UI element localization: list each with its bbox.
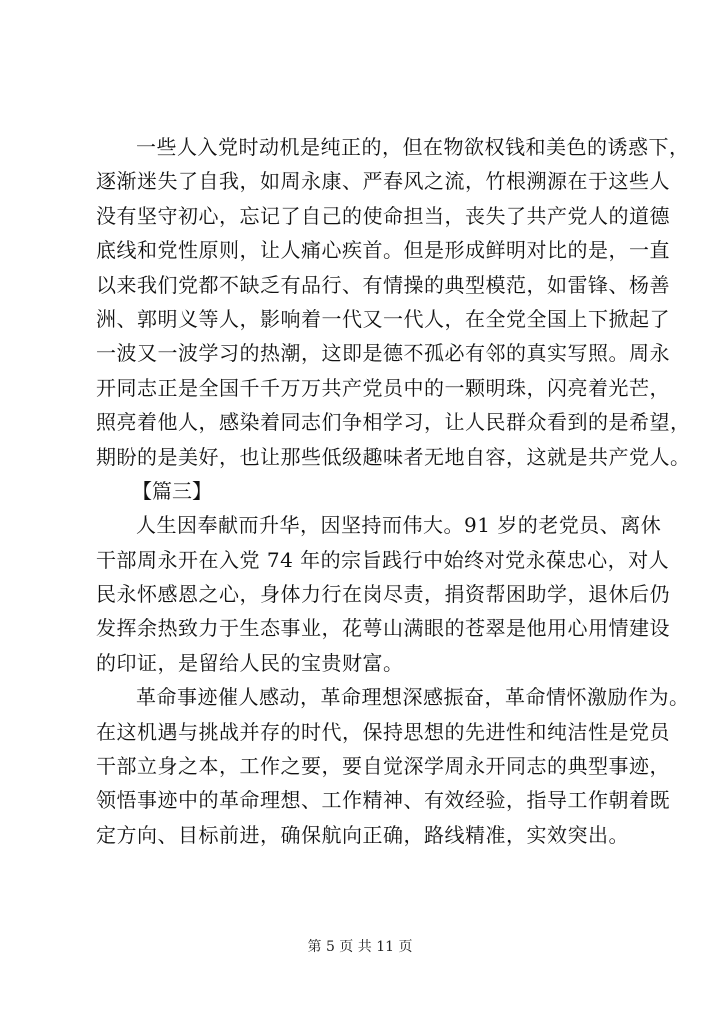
paragraph-line: 领悟事迹中的革命理想、工作精神、有效经验，指导工作朝着既 — [96, 788, 670, 813]
paragraph-2 — [96, 508, 670, 680]
paragraph-line: 一些人入党时动机是纯正的，但在物欲权钱和美色的诱惑下， — [136, 135, 690, 159]
paragraph-line: 底线和党性原则，让人痛心疾首。但是形成鲜明对比的是，一直 — [96, 238, 670, 263]
paragraph-line: 民永怀感恩之心，身体力行在岗尽责，捐资帮困助学，退休后仍 — [96, 582, 670, 607]
paragraph-line: 没有坚守初心，忘记了自己的使命担当，丧失了共产党人的道德 — [96, 203, 670, 228]
paragraph-line: 洲、郭明义等人，影响着一代又一代人，在全党全国上下掀起了 — [96, 306, 670, 331]
paragraph-line: 干部立身之本，工作之要，要自觉深学周永开同志的典型事迹， — [96, 754, 670, 779]
paragraph-line: 的印证，是留给人民的宝贵财富。 — [96, 650, 404, 675]
paragraph-line: 发挥余热致力于生态事业，花萼山满眼的苍翠是他用心用情建设 — [96, 616, 670, 641]
paragraph-line: 开同志正是全国千千万万共产党员中的一颗明珠，闪亮着光芒， — [96, 375, 670, 400]
paragraph-line: 一波又一波学习的热潮，这即是德不孤必有邻的真实写照。周永 — [96, 341, 670, 366]
paragraph-1 — [96, 130, 691, 474]
paragraph-line: 干部周永开在入党 74 年的宗旨践行中始终对党永葆忠心，对人 — [96, 547, 670, 572]
section-heading: 【篇三】 — [132, 478, 212, 503]
paragraph-line: 以来我们党都不缺乏有品行、有情操的典型模范，如雷锋、杨善 — [96, 272, 670, 297]
paragraph-line: 革命事迹催人感动，革命理想深感振奋，革命情怀激励作为。 — [136, 685, 690, 710]
paragraph-line: 照亮着他人，感染着同志们争相学习，让人民群众看到的是希望， — [96, 410, 691, 435]
paragraph-line: 逐渐迷失了自我，如周永康、严春风之流，竹根溯源在于这些人 — [96, 169, 670, 194]
paragraph-3 — [96, 680, 690, 852]
document-body — [96, 130, 691, 852]
paragraph-line: 人生因奉献而升华，因坚持而伟大。91 岁的老党员、离休 — [136, 513, 662, 538]
paragraph-line: 在这机遇与挑战并存的时代，保持思想的先进性和纯洁性是党员 — [96, 719, 670, 744]
paragraph-line: 定方向、目标前进，确保航向正确，路线精准，实效突出。 — [96, 822, 629, 847]
page-number-footer: 第 5 页 共 11 页 — [307, 939, 413, 955]
paragraph-line: 期盼的是美好，也让那些低级趣味者无地自容，这就是共产党人。 — [96, 444, 691, 469]
